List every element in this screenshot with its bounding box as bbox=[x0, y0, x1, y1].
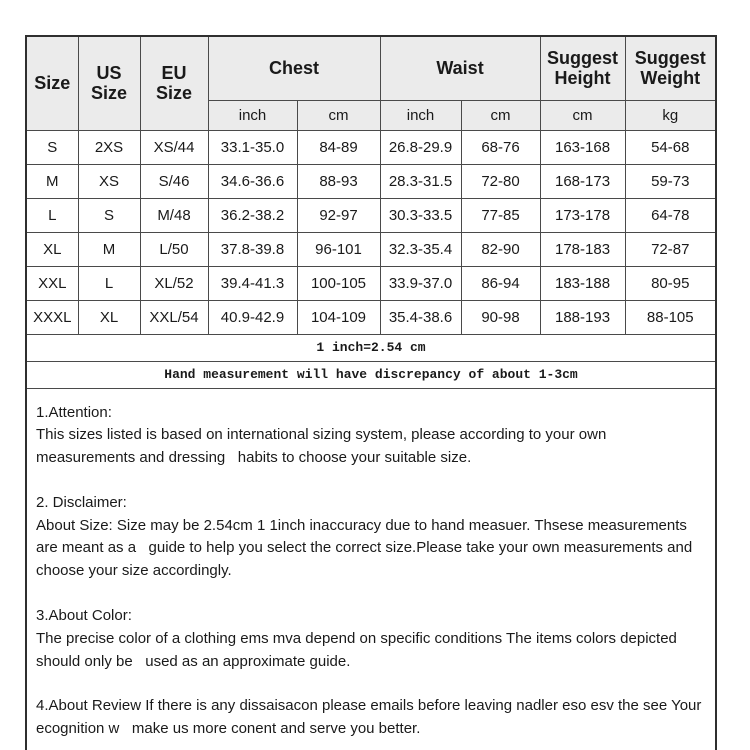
cell-chest-cm: 100-105 bbox=[297, 266, 380, 300]
cell-height-cm: 168-173 bbox=[540, 164, 625, 198]
footnote-row-inch bbox=[26, 334, 716, 361]
cell-weight-kg: 64-78 bbox=[625, 198, 716, 232]
cell-chest-cm: 96-101 bbox=[297, 232, 380, 266]
cell-us-size: 2XS bbox=[78, 130, 140, 164]
cell-weight-kg: 59-73 bbox=[625, 164, 716, 198]
cell-size: M bbox=[26, 164, 78, 198]
cell-height-cm: 173-178 bbox=[540, 198, 625, 232]
unit-height-cm: cm bbox=[540, 100, 625, 130]
cell-weight-kg: 72-87 bbox=[625, 232, 716, 266]
note-about-review bbox=[36, 695, 706, 741]
cell-us-size: L bbox=[78, 266, 140, 300]
cell-chest-inch: 39.4-41.3 bbox=[208, 266, 297, 300]
footnote-row-discrepancy bbox=[26, 361, 716, 388]
cell-chest-inch: 40.9-42.9 bbox=[208, 300, 297, 334]
cell-chest-inch: 37.8-39.8 bbox=[208, 232, 297, 266]
cell-height-cm: 188-193 bbox=[540, 300, 625, 334]
cell-eu-size: XL/52 bbox=[140, 266, 208, 300]
cell-size: S bbox=[26, 130, 78, 164]
cell-us-size: M bbox=[78, 232, 140, 266]
cell-waist-inch: 32.3-35.4 bbox=[380, 232, 461, 266]
cell-waist-inch: 30.3-33.5 bbox=[380, 198, 461, 232]
header-suggest-height: Suggest Height bbox=[540, 36, 625, 100]
cell-eu-size: S/46 bbox=[140, 164, 208, 198]
header-size: Size bbox=[26, 36, 78, 130]
cell-eu-size: XXL/54 bbox=[140, 300, 208, 334]
header-us-size: US Size bbox=[78, 36, 140, 130]
cell-chest-inch: 36.2-38.2 bbox=[208, 198, 297, 232]
cell-chest-cm: 84-89 bbox=[297, 130, 380, 164]
unit-weight-kg: kg bbox=[625, 100, 716, 130]
cell-us-size: XS bbox=[78, 164, 140, 198]
unit-chest-inch: inch bbox=[208, 100, 297, 130]
cell-waist-inch: 33.9-37.0 bbox=[380, 266, 461, 300]
cell-size: L bbox=[26, 198, 78, 232]
cell-chest-inch: 34.6-36.6 bbox=[208, 164, 297, 198]
cell-size: XL bbox=[26, 232, 78, 266]
cell-waist-inch: 35.4-38.6 bbox=[380, 300, 461, 334]
cell-waist-cm: 77-85 bbox=[461, 198, 540, 232]
notes-row bbox=[26, 388, 716, 750]
table-row-s bbox=[26, 130, 716, 164]
cell-waist-cm: 86-94 bbox=[461, 266, 540, 300]
header-suggest-weight: Suggest Weight bbox=[625, 36, 716, 100]
size-chart-table bbox=[25, 35, 717, 750]
cell-height-cm: 178-183 bbox=[540, 232, 625, 266]
note-heading: 3.About Color: bbox=[36, 607, 132, 625]
cell-waist-cm: 82-90 bbox=[461, 232, 540, 266]
cell-weight-kg: 54-68 bbox=[625, 130, 716, 164]
cell-waist-cm: 68-76 bbox=[461, 130, 540, 164]
unit-waist-cm: cm bbox=[461, 100, 540, 130]
cell-us-size: S bbox=[78, 198, 140, 232]
cell-waist-cm: 72-80 bbox=[461, 164, 540, 198]
cell-height-cm: 163-168 bbox=[540, 130, 625, 164]
unit-chest-cm: cm bbox=[297, 100, 380, 130]
table-row-xxl bbox=[26, 266, 716, 300]
cell-chest-cm: 104-109 bbox=[297, 300, 380, 334]
note-disclaimer bbox=[36, 492, 706, 583]
cell-eu-size: M/48 bbox=[140, 198, 208, 232]
footnote-inch-conversion: 1 inch=2.54 cm bbox=[26, 334, 716, 361]
note-attention bbox=[36, 402, 706, 470]
footnote-hand-measurement: Hand measurement will have discrepancy of about 1-3cm bbox=[26, 361, 716, 388]
header-row-main bbox=[26, 36, 716, 100]
note-body: 4.About Review If there is any dissaisacon please emails before leaving nadler eso esv the see Your ecognition w make us more conent and serve you better. bbox=[36, 697, 706, 738]
cell-weight-kg: 80-95 bbox=[625, 266, 716, 300]
unit-waist-inch: inch bbox=[380, 100, 461, 130]
table-row-xl bbox=[26, 232, 716, 266]
table-row-l bbox=[26, 198, 716, 232]
cell-size: XXXL bbox=[26, 300, 78, 334]
note-heading: 2. Disclaimer: bbox=[36, 493, 127, 511]
cell-eu-size: L/50 bbox=[140, 232, 208, 266]
note-body: This sizes listed is based on international sizing system, please according to your own measurements and dressing habits to choose your suitable size. bbox=[36, 426, 611, 467]
cell-chest-cm: 88-93 bbox=[297, 164, 380, 198]
header-waist: Waist bbox=[380, 36, 540, 100]
note-about-color bbox=[36, 605, 706, 673]
cell-height-cm: 183-188 bbox=[540, 266, 625, 300]
header-eu-size: EU Size bbox=[140, 36, 208, 130]
cell-eu-size: XS/44 bbox=[140, 130, 208, 164]
table-row-xxxl bbox=[26, 300, 716, 334]
cell-waist-cm: 90-98 bbox=[461, 300, 540, 334]
cell-size: XXL bbox=[26, 266, 78, 300]
note-heading: 1.Attention: bbox=[36, 403, 112, 421]
header-chest: Chest bbox=[208, 36, 380, 100]
cell-waist-inch: 28.3-31.5 bbox=[380, 164, 461, 198]
cell-chest-cm: 92-97 bbox=[297, 198, 380, 232]
note-body: About Size: Size may be 2.54cm 1 1inch inaccuracy due to hand measuer. Thsese measurements are meant as a guide to help you select the correct size.Please take your own measurements and choose your size accordingly. bbox=[36, 516, 697, 580]
cell-chest-inch: 33.1-35.0 bbox=[208, 130, 297, 164]
cell-weight-kg: 88-105 bbox=[625, 300, 716, 334]
cell-waist-inch: 26.8-29.9 bbox=[380, 130, 461, 164]
note-body: The precise color of a clothing ems mva depend on specific conditions The items colors depicted should only be used as an approximate guide. bbox=[36, 629, 682, 670]
table-row-m bbox=[26, 164, 716, 198]
cell-us-size: XL bbox=[78, 300, 140, 334]
notes-cell bbox=[26, 388, 716, 750]
